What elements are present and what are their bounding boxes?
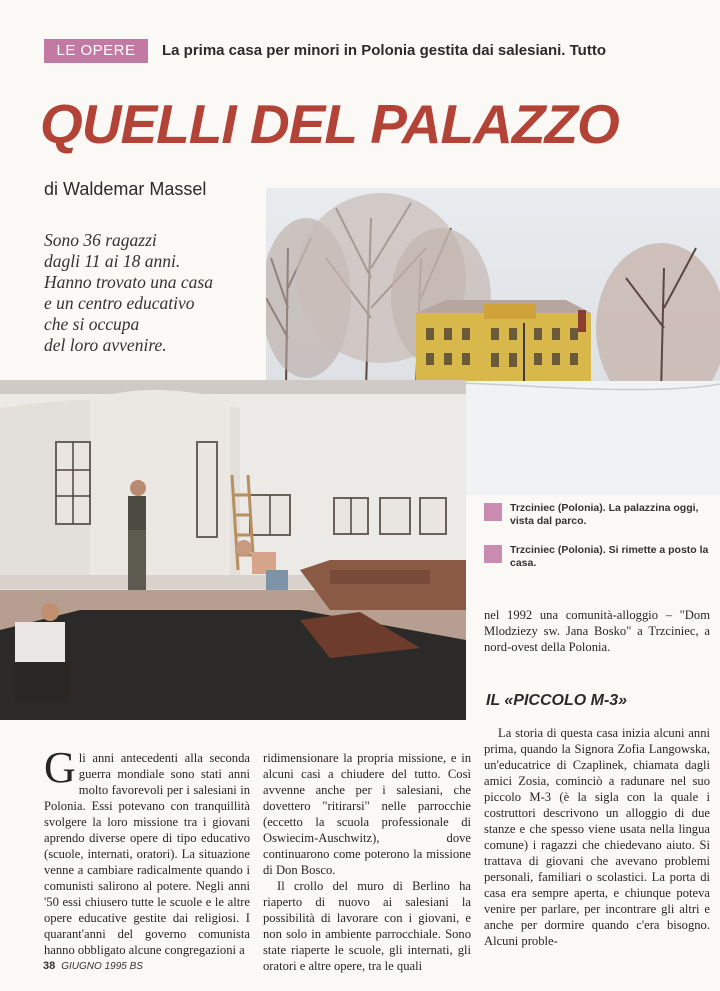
paragraph: nel 1992 una comunità-alloggio – "Dom Mlodziezy sw. Jana Bosko" a Trzciniec, a nord-ovest della Polonia. — [484, 608, 710, 654]
issue-label: GIUGNO 1995 BS — [61, 961, 143, 972]
caption-bullet — [484, 503, 502, 521]
section-tag: LE OPERE — [44, 39, 148, 63]
body-col3 — [484, 725, 710, 949]
subheading: IL «PICCOLO M-3» — [486, 692, 628, 709]
byline: di Waldemar Massel — [44, 179, 207, 199]
lede-line: Hanno trovato una casa — [44, 272, 213, 292]
lede-line: dagli 11 ai 18 anni. — [44, 251, 181, 271]
paragraph: La storia di questa casa inizia alcuni anni prima, quando la Signora Zofia Langowska, un'educatrice di Czaplinek, chiamata dagli amici Zosia, cominciò a radunare nel suo piccolo M-3 (è la sigla con la quale i costruttori descrivono un alloggio di due stanze e che spesso viene usata nella lingua comune) i ragazzi che chiedevano aiuto. Si trattava di giovani che avevano problemi personali, familiari o scolastici. La porta di casa era sempre aperta, e chiunque poteva venire per parlare, per incontrare gli altri e anche per dormire quando c'era bisogno. Alcuni proble- — [484, 726, 710, 948]
caption-2-text: Trzciniec (Polonia). Si rimette a posto la casa. — [510, 544, 709, 569]
caption-1-text: Trzciniec (Polonia). La palazzina oggi, vista dal parco. — [510, 502, 699, 527]
caption-bullet — [484, 545, 502, 563]
lede-line: e un centro educativo — [44, 293, 195, 313]
lede-line: che si occupa — [44, 314, 140, 334]
paragraph: ridimensionare la propria missione, e in alcuni casi a chiudere del tutto. Così avvenne anche per i salesiani, che dovettero "ritirarsi" nelle parrocchie (eccetto la scuola professionale di Oswiecim-Auschwitz), dove continuarono come poterono la missione di Don Bosco. — [263, 751, 471, 877]
lede — [44, 230, 269, 356]
body-col2 — [263, 750, 471, 974]
body-col3-top — [484, 607, 710, 655]
paragraph: Il crollo del muro di Berlino ha riaperto di nuovo ai salesiani la possibilità di lavorare con i giovani, e non solo in ambiente parrocchiale. Sono state riaperte le scuole, gli internati, gli oratori e altre opere, tra le quali — [263, 879, 471, 973]
kicker-text: La prima casa per minori in Polonia gestita dai salesiani. Tutto — [162, 42, 607, 59]
body-col1 — [44, 743, 250, 958]
paragraph-text: li anni antecedenti alla seconda guerra mondiale sono stati anni molto favorevoli per i salesiani in Polonia. Essi potevano con tranquillità svolgere la loro missione tra i giovani aprendo diverse opere di tipo educativo (scuole, internati, oratori). La situazione venne a cambiare radicalmente quando i comunisti salirono al potere. Negli anni '50 essi chiusero tutte le scuole e le altre opere educative gestite dai religiosi. I quarant'anni del governo comunista hanno obbligato alcune congregazioni a — [44, 751, 250, 957]
drop-cap: G — [44, 743, 76, 792]
page-footer — [43, 960, 143, 972]
photo-renovation — [0, 380, 466, 720]
photo-renovation-image — [0, 380, 466, 720]
page-number: 38 — [43, 960, 56, 972]
page-title: QUELLI DEL PALAZZO — [40, 93, 619, 155]
lede-line: del loro avvenire. — [44, 335, 167, 355]
paragraph — [44, 743, 250, 958]
lede-line: Sono 36 ragazzi — [44, 230, 157, 250]
